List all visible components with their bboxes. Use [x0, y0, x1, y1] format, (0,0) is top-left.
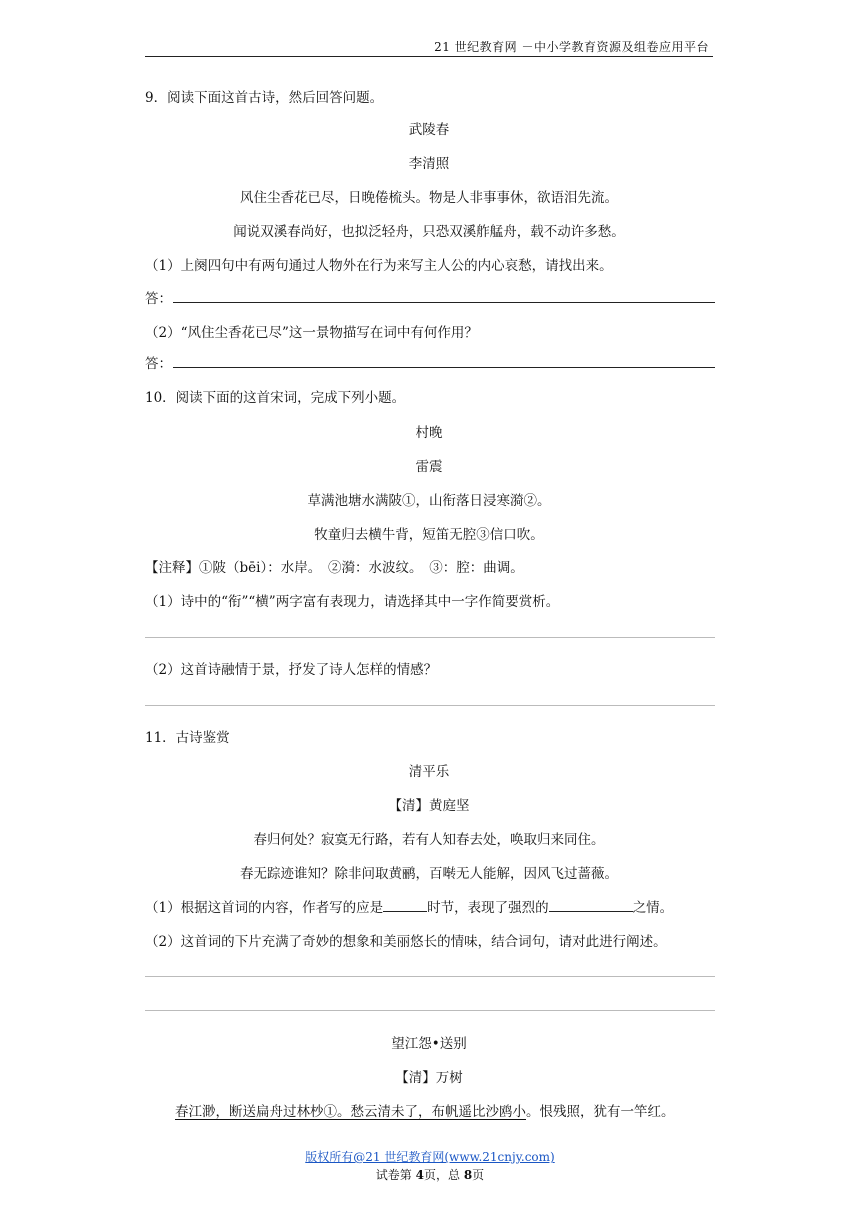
q10-poem-line-2: 牧童归去横牛背，短笛无腔③信口吹。 — [314, 527, 544, 543]
q11-answer-line-2[interactable] — [145, 1010, 715, 1011]
q11-poem-line-2: 春无踪迹谁知？除非问取黄鹂，百啭无人能解，因风飞过蔷薇。 — [240, 866, 618, 882]
q10-poem-title: 村晚 — [415, 425, 443, 441]
underlined-phrase-1: 春江渺，断送扁舟过林杪①。 — [175, 1104, 351, 1120]
q9-poem-title: 武陵春 — [408, 122, 450, 138]
q11-poem-title: 清平乐 — [408, 764, 450, 780]
q11-poem-line-1: 春归何处？寂寞无行路，若有人知春去处，唤取归来同住。 — [253, 832, 605, 848]
page-indicator — [145, 1166, 715, 1183]
q9-poem-line-2: 闻说双溪春尚好，也拟泛轻舟，只恐双溪舴艋舟，载不动许多愁。 — [233, 224, 625, 240]
blank-season[interactable] — [383, 897, 427, 912]
q10-note: 【注释】①陂（bēi）：水岸。 ②漪：水波纹。 ③：腔：曲调。 — [145, 560, 524, 576]
page-total: 8 — [463, 1168, 473, 1182]
q12-poem-line — [175, 1100, 675, 1120]
page-header — [145, 34, 713, 57]
q12-poem-title: 望江怨•送别 — [391, 1036, 467, 1052]
answer-line — [173, 367, 715, 368]
page-number: 4 — [415, 1168, 424, 1182]
q9-poem-author: 李清照 — [408, 156, 450, 172]
copyright-link[interactable]: 版权所有@21 世纪教育网(www.21cnjy.com) — [305, 1150, 555, 1164]
q12-poem-author: 【清】万树 — [395, 1070, 463, 1086]
q11-stem: 11．古诗鉴赏 — [145, 730, 230, 746]
q11-poem-author: 【清】黄庭坚 — [388, 798, 470, 814]
answer-line — [173, 302, 715, 303]
underlined-phrase-2: 愁云清未了，布帆遥比沙鸥小 — [350, 1104, 526, 1120]
q9-subquestion-1: （1）上阕四句中有两句通过人物外在行为来写主人公的内心哀愁，请找出来。 — [145, 258, 613, 274]
q11-sub1-part-b: 时节，表现了强烈的 — [427, 900, 549, 916]
q9-answer-2[interactable] — [145, 352, 715, 370]
q11-subquestion-2: （2）这首词的下片充满了奇妙的想象和美丽悠长的情味，结合词句，请对此进行阐述。 — [145, 934, 667, 950]
answer-label: 答： — [145, 356, 172, 372]
q9-stem: 9．阅读下面这首古诗，然后回答问题。 — [145, 90, 384, 106]
header-text: 21 世纪教育网 －中小学教育资源及组卷应用平台 — [434, 40, 709, 54]
q9-answer-1[interactable] — [145, 287, 715, 305]
page-suffix: 页 — [472, 1168, 485, 1182]
q10-answer-line-1[interactable] — [145, 637, 715, 638]
q9-poem-line-1: 风住尘香花已尽，日晚倦梳头。物是人非事事休，欲语泪先流。 — [240, 190, 618, 206]
q12-line-rest: 。恨残照，犹有一竿红。 — [526, 1104, 675, 1120]
answer-label: 答： — [145, 291, 172, 307]
q10-answer-line-2[interactable] — [145, 705, 715, 706]
q10-poem-author: 雷震 — [415, 459, 443, 475]
q9-subquestion-2: （2）“风住尘香花已尽”这一景物描写在词中有何作用？ — [145, 325, 478, 341]
q10-poem-line-1: 草满池塘水满陂①，山衔落日浸寒漪②。 — [307, 493, 551, 509]
q10-subquestion-1: （1）诗中的“衔”“横”两字富有表现力，请选择其中一字作简要赏析。 — [145, 594, 560, 610]
page-prefix: 试卷第 — [375, 1168, 416, 1182]
q10-subquestion-2: （2）这首诗融情于景，抒发了诗人怎样的情感？ — [145, 662, 438, 678]
q11-sub1-part-a: （1）根据这首词的内容，作者写的应是 — [145, 900, 384, 916]
blank-emotion[interactable] — [549, 897, 633, 912]
q11-answer-line-1[interactable] — [145, 976, 715, 977]
q10-stem: 10．阅读下面的这首宋词，完成下列小题。 — [145, 390, 406, 406]
q11-sub1-part-c: 之情。 — [632, 900, 674, 916]
q11-subquestion-1 — [145, 896, 673, 916]
page-mid: 页，总 — [423, 1168, 464, 1182]
